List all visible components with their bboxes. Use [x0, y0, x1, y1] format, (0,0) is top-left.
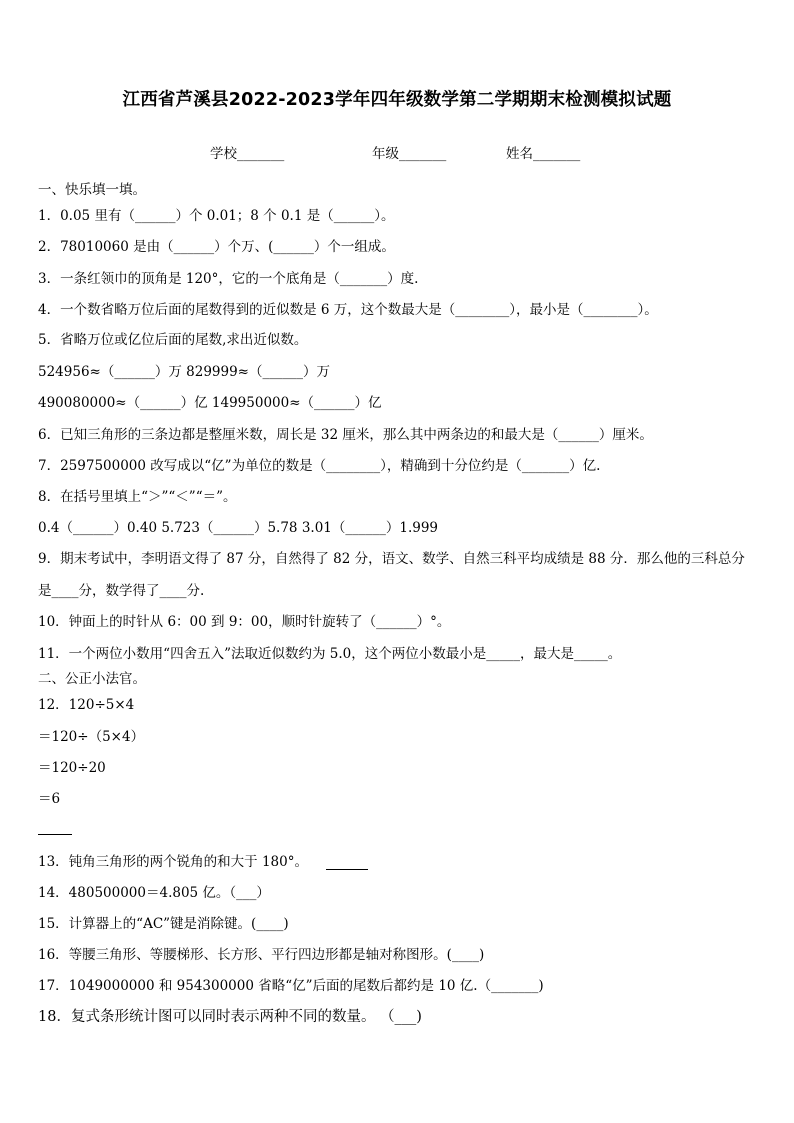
- answer-blank: [326, 869, 368, 870]
- question-12: 12．120÷5×4: [38, 697, 135, 713]
- question-2: 2．78010060 是由（______）个万、(______）个一组成。: [38, 239, 395, 255]
- page-title: 江西省芦溪县2022-2023学年四年级数学第二学期期末检测模拟试题: [122, 90, 672, 110]
- section-heading: 二、公正小法官。: [38, 671, 146, 687]
- question-12-step-2: ＝120÷20: [38, 760, 106, 776]
- question-1: 1．0.05 里有（______）个 0.01；8 个 0.1 是（______）。: [38, 208, 395, 224]
- answer-blank: [38, 834, 72, 835]
- question-12-step-1: ＝120÷（5×4）: [38, 729, 145, 745]
- question-15: 15．计算器上的“AC”键是消除键。(____): [38, 916, 289, 932]
- name-field: 姓名_______: [506, 146, 581, 162]
- question-18: 18．复式条形统计图可以同时表示两种不同的数量。 （___): [38, 1009, 422, 1025]
- question-14: 14．480500000＝4.805 亿。（___）: [38, 885, 270, 901]
- grade-field: 年级_______: [372, 146, 447, 162]
- question-6: 6．已知三角形的三条边都是整厘米数，周长是 32 厘米，那么其中两条边的和最大是（______）厘米。: [38, 427, 653, 443]
- question-11: 11．一个两位小数用“四舍五入”法取近似数约为 5.0，这个两位小数最小是_____，最大是_____。: [38, 646, 622, 662]
- question-17: 17．1049000000 和 954300000 省略“亿”后面的尾数后都约是 10 亿.（_______): [38, 978, 544, 994]
- school-field: 学校_______: [210, 146, 285, 162]
- question-4: 4．一个数省略万位后面的尾数得到的近似数是 6 万，这个数最大是（________），最小是（________）。: [38, 302, 658, 318]
- question-12-step-3: ＝6: [38, 791, 61, 807]
- question-16: 16．等腰三角形、等腰梯形、长方形、平行四边形都是轴对称图形。(____): [38, 947, 485, 963]
- question-10: 10．钟面上的时针从 6：00 到 9：00，顺时针旋转了（______）°。: [38, 614, 451, 630]
- question-3: 3．一条红领巾的顶角是 120°，它的一个底角是（_______）度.: [38, 271, 419, 287]
- question-13: 13．钝角三角形的两个锐角的和大于 180°。: [38, 854, 308, 870]
- section-heading: 一、快乐填一填。: [38, 182, 146, 198]
- question-9-cont: 是____分，数学得了____分.: [38, 583, 205, 599]
- question-7: 7．2597500000 改写成以“亿”为单位的数是（________），精确到十分位约是（_______）亿.: [38, 458, 601, 474]
- question-5-row-1: 524956≈（______）万 829999≈（______）万: [38, 364, 330, 380]
- question-5-row-2: 490080000≈（______）亿 149950000≈（______）亿: [38, 395, 382, 411]
- question-5: 5．省略万位或亿位后面的尾数,求出近似数。: [38, 332, 308, 348]
- question-8: 8．在括号里填上“＞”“＜”“＝”。: [38, 489, 237, 505]
- question-8-row: 0.4（______）0.40 5.723（______）5.78 3.01（______）1.999: [38, 520, 439, 536]
- question-9: 9．期末考试中，李明语文得了 87 分，自然得了 82 分，语文、数学、自然三科平均成绩是 88 分．那么他的三科总分: [38, 551, 745, 567]
